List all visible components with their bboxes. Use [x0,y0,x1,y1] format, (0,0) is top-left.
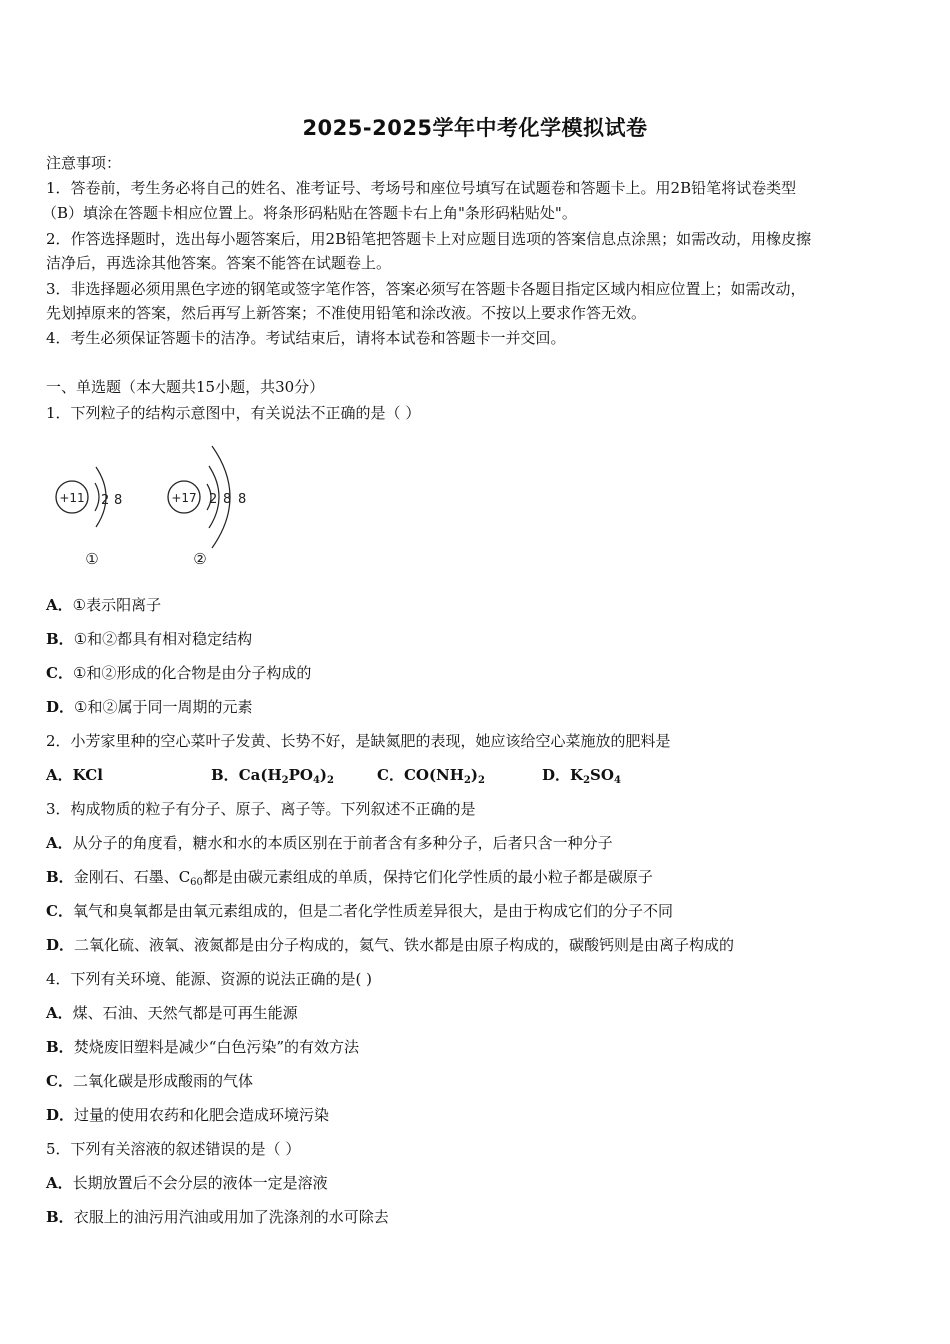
shell-electron-count: 2 [209,492,218,507]
shell-electron-count: 8 [223,492,232,507]
question-5-stem: 5．下列有关溶液的叙述错误的是（ ） [46,1140,301,1158]
question-1-option-c: C．①和②形成的化合物是由分子构成的 [46,664,312,682]
question-1-option-b: B．①和②都具有相对稳定结构 [46,630,253,648]
notice-line: 2．作答选择题时，选出每小题答案后，用2B铅笔把答题卡上对应题目选项的答案信息点涂黑；如需改动，用橡皮擦 [46,230,812,248]
question-2-option-a: A．KCl [46,766,103,784]
question-2-stem: 2．小芳家里种的空心菜叶子发黄、长势不好，是缺氮肥的表现，她应该给空心菜施放的肥料是 [46,732,671,750]
question-3-option-a: A．从分子的角度看，糖水和水的本质区别在于前者含有多种分子，后者只含一种分子 [46,834,613,852]
question-2-option-d: D．$K_2SO_4$ [542,766,621,786]
question-5-option-b: B．衣服上的油污用汽油或用加了洗涤剂的水可除去 [46,1208,389,1226]
shell-electron-count: 2 [101,493,110,508]
section-heading: 一、单选题（本大题共15小题，共30分） [46,378,325,396]
question-2-option-c: C．$CO(NH_2)_2$ [377,766,485,786]
question-3-option-b: B．金刚石、石墨、$C_{60}$都是由碳元素组成的单质，保持它们化学性质的最小粒子都是碳原子 [46,868,653,888]
particle-label: ① [85,550,99,568]
notice-line: 洁净后，再选涂其他答案。答案不能答在试题卷上。 [46,254,392,272]
notice-line: （B）填涂在答题卡相应位置上。将条形码粘贴在答题卡右上角"条形码粘贴处"。 [42,204,577,222]
exam-title: 2025-2025学年中考化学模拟试卷 [302,116,648,140]
particle-2 [168,446,246,568]
electron-shell-arc [95,483,99,511]
notice-line: 1．答卷前，考生务必将自己的姓名、准考证号、考场号和座位号填写在试题卷和答题卡上。用2B铅笔将试卷类型 [46,179,797,197]
notice-line: 先划掉原来的答案，然后再写上新答案；不准使用铅笔和涂改液。不按以上要求作答无效。 [46,304,647,322]
question-1-option-d: D．①和②属于同一周期的元素 [46,698,253,716]
question-1-option-a: A．①表示阳离子 [46,596,162,614]
question-3-option-d: D．二氧化硫、液氧、液氮都是由分子构成的，氦气、铁水都是由原子构成的，碳酸钙则是由离子构成的 [46,936,735,954]
question-2-option-b: B．$Ca(H_2PO_4)_2$ [211,766,334,786]
shell-electron-count: 8 [114,493,123,508]
question-4-stem: 4．下列有关环境、能源、资源的说法正确的是( ) [46,970,373,988]
question-4-option-b: B．焚烧废旧塑料是减少“白色污染”的有效方法 [46,1038,360,1056]
shell-electron-count: 8 [238,492,247,507]
question-3-option-c: C．氧气和臭氧都是由氧元素组成的，但是二者化学性质差异很大，是由于构成它们的分子不同 [46,902,673,920]
nucleus-charge: +11 [59,491,85,505]
particle-structure-diagram [46,436,266,576]
question-5-option-a: A．长期放置后不会分层的液体一定是溶液 [46,1174,328,1192]
notice-heading: 注意事项： [46,154,122,172]
notice-line: 3．非选择题必须用黑色字迹的钢笔或签字笔作答，答案必须写在答题卡各题目指定区域内相应位置上；如需改动， [46,280,806,298]
question-1-stem: 1．下列粒子的结构示意图中，有关说法不正确的是（ ） [46,404,421,422]
question-4-option-c: C．二氧化碳是形成酸雨的气体 [46,1072,253,1090]
question-3-stem: 3．构成物质的粒子有分子、原子、离子等。下列叙述不正确的是 [46,800,476,818]
question-4-option-a: A．煤、石油、天然气都是可再生能源 [46,1004,298,1022]
question-4-option-d: D．过量的使用农药和化肥会造成环境污染 [46,1106,330,1124]
particle-label: ② [193,550,207,568]
notice-line: 4．考生必须保证答题卡的洁净。考试结束后，请将本试卷和答题卡一并交回。 [46,329,566,347]
particle-1 [56,467,122,568]
nucleus-charge: +17 [171,491,197,505]
